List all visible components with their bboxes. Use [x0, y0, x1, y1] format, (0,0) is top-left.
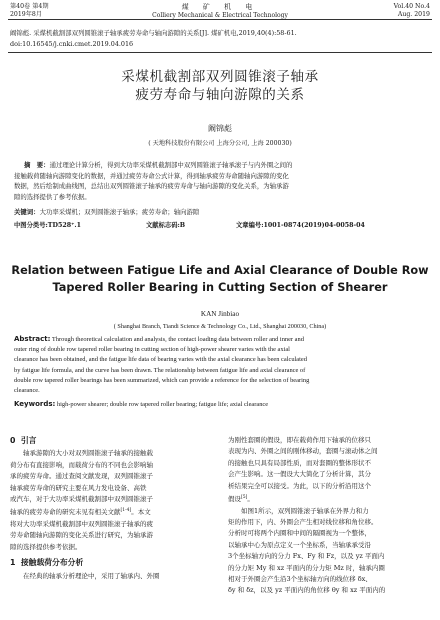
affiliation-cn: ( 天地科技股份有限公司 上海分公司, 上海 200030)	[148, 140, 292, 147]
abstract-en: Abstract: Through theoretical calculation and analysis, the contact loading data between roller and inner and outer ring of double row tapered roller bearing in cutting section of high-power shearer varies with the axial clearance has been obtained, and the fatigue life data of bearing varies with the axial clearance has been calculated by fatigue life formula, and the curve has been drawn. The relationship between fatigue life and axial clearance of double row tapered roller bearings has been summarized, which can provide a reference for the selection of bearing clearance.	[14, 335, 310, 395]
volume-info: Vol.40 No.4 Aug. 2019	[393, 3, 430, 18]
section-0-heading: 0 引言	[10, 436, 37, 445]
header-rule	[8, 19, 432, 20]
affiliation-en: ( Shanghai Branch, Tiandi Science & Technology Co., Ltd., Shanghai 200030, China)	[113, 323, 327, 330]
classification-line	[14, 220, 426, 230]
title-cn: 采煤机截割部双列圆锥滚子轴承 疲劳寿命与轴向游隙的关系	[121, 69, 319, 103]
keywords-en: Keywords: high-power shearer; double row tapered roller bearing; fatigue life; axial clearance	[14, 400, 269, 408]
citation: 阚锦彪. 采煤机截割部双列圆锥滚子轴承疲劳寿命与轴向游隙的关系[J]. 煤矿机电,2019,40(4):58-61. doi:10.16545/j.cnki.cmet.2019.04.016	[10, 29, 297, 48]
author-cn: 阚锦彪	[208, 124, 232, 133]
article-number: 文章编号:1001-0874(2019)04-0058-04	[236, 222, 365, 229]
issue-info: 第40卷 第4期 2019年8月	[10, 3, 49, 18]
journal-name: 煤 矿 机 电 Colliery Mechanical & Electrical Technology	[152, 3, 288, 19]
keywords-cn: 关键词：大功率采煤机；双列圆锥滚子轴承；疲劳寿命；轴向游隙	[14, 208, 200, 216]
clc-number: 中图分类号:TD528⁺.1	[14, 222, 81, 229]
title-en: Relation between Fatigue Life and Axial Clearance of Double Row Tapered Roller Bearing in Cutting Section of Shearer	[11, 264, 429, 294]
abstract-en-label: Abstract:	[14, 335, 51, 343]
abstract-cn-label: 摘 要：	[24, 161, 50, 169]
ref-mark: [1-4]	[120, 508, 132, 514]
author-en: KAN Jinbiao	[200, 310, 240, 318]
left-column: 0 引言 轴承游隙的大小对双列圆锥滚子轴承的接触载 荷分布有直接影响，而载荷分布的不同也会影响轴 承的疲劳寿命。通过查阅文献发现，双列圆锥滚子 轴承疲劳寿命的研究主要在风力发电设备、高铁 或汽车，对于大功率采煤机截割部中双列圆锥滚子 轴承的疲劳寿命的研究未见有相关文献[1-4]。本文 将对大功率采煤机截割部中双列圆锥滚子轴承的疲 劳寿命随轴向游隙的变化关系进行研究，为轴承游 隙的选择提供参考依据。 1 接触载荷分布分析 在经典的轴承分析理论中，采用了轴承内、外圈	[10, 435, 210, 582]
right-column: 为刚性套圈的假设，即在载荷作用下轴承的位移只 表现为内、外圈之间的刚体移动，套圈与滚动体之间 的接触也只具有局部性质，而对套圈的整体形状不 会产生影响。这一假设大大简化了分析计算，其分 析结果完全可以接受。为此，以下的分析沿用这个 假设[5]。 如图1所示，双列圆锥滚子轴承在外界力和力 矩的作用下，内、外圈会产生相对线位移和角位移。 分析时可将两个内圈和中间的隔圈视为一个整体， 以轴承中心为原点定义一个坐标系，当轴承承受沿 3个坐标轴方向的分力 Fx、Fy 和 Fz，以及 yz 平面内 的分力矩 My 和 xz 平面内的分力矩 Mz 时，轴承内圈 相对于外圈会产生沿3个坐标轴方向的线位移 δx、 δy 和 δz，以及 yz 平面内的角位移 θy 和 xz 平面内的	[228, 436, 386, 595]
section-1-heading: 1 接触载荷分布分析	[10, 558, 84, 568]
abstract-cn: 摘 要：通过理论计算分析，得到大功率采煤机截割部中双列圆锥滚子轴承滚子与内外圈之间的 接触载荷随轴向游隙变化的数据，并通过疲劳寿命公式计算，得到轴承疲劳寿命随轴向游隙的变化 数据，然后绘制成曲线图，总结出双列圆锥滚子轴承的疲劳寿命与轴向游隙的变化关系，为轴承游 隙的选择提供了参考依据。	[14, 161, 293, 201]
ref-mark: [5]	[241, 495, 248, 501]
document-code: 文献标志码:B	[146, 222, 186, 229]
citation-rule	[8, 52, 432, 53]
